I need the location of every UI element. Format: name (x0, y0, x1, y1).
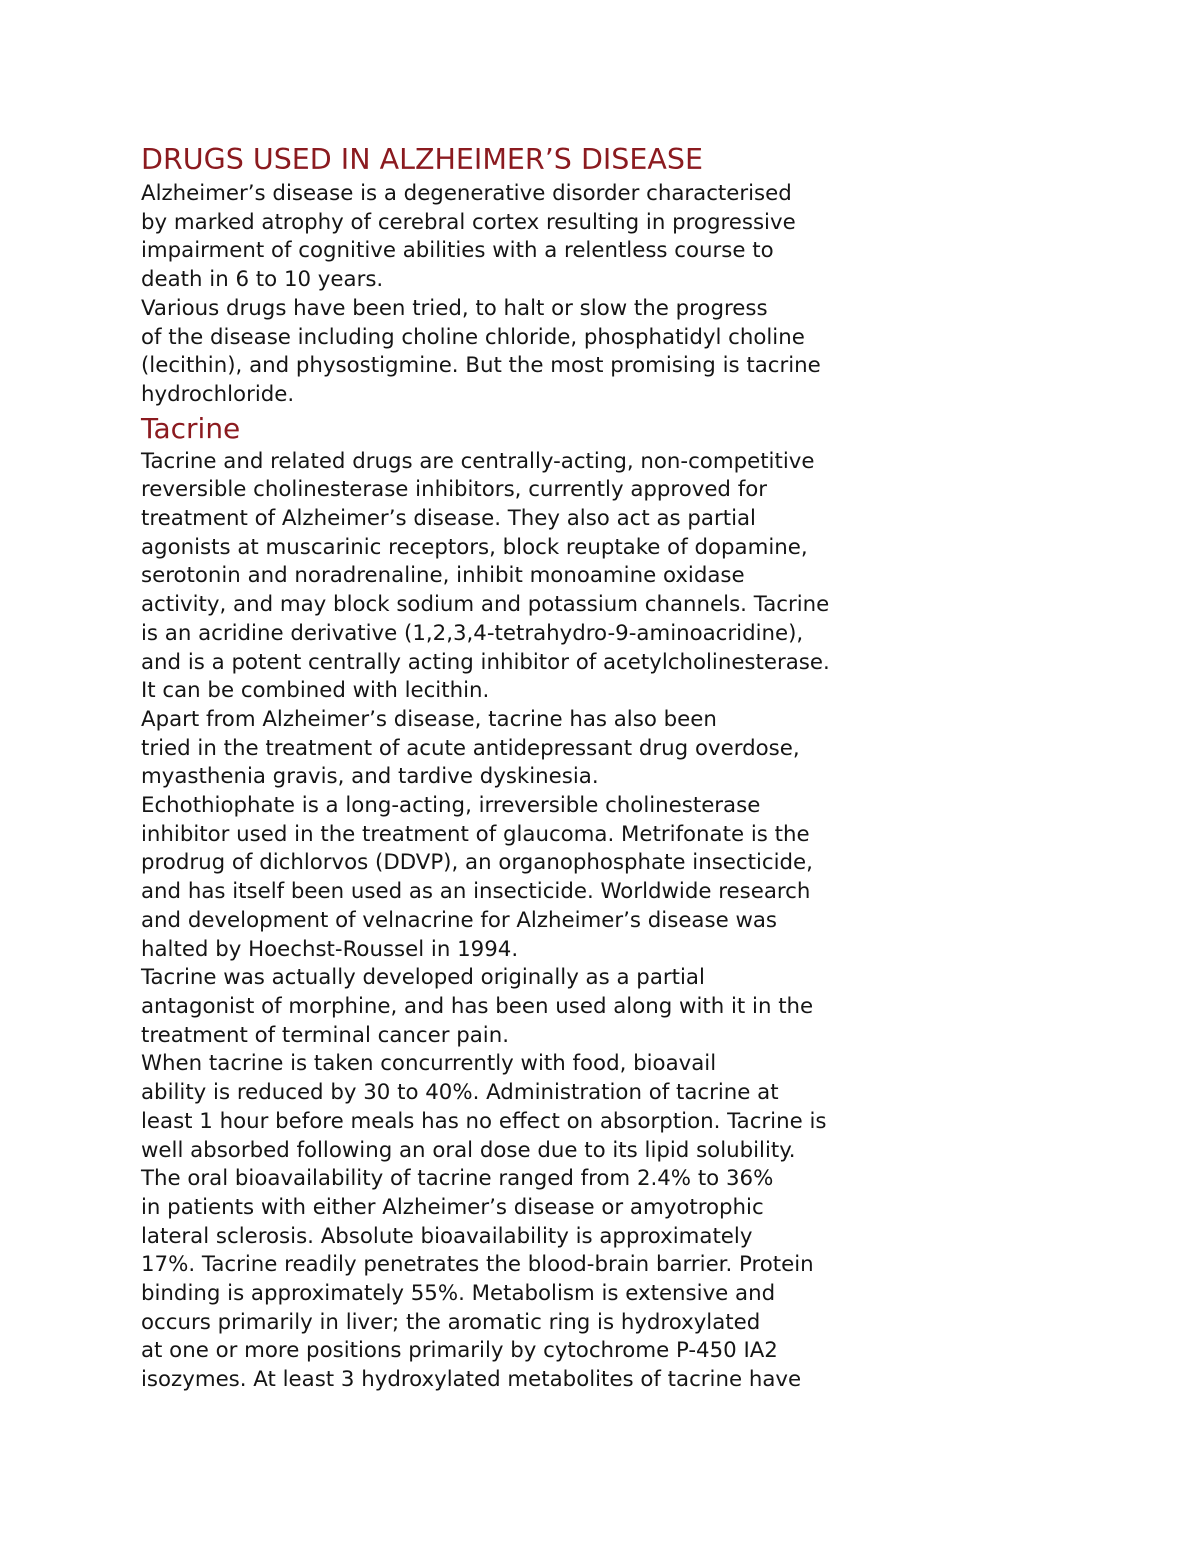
text-line: When tacrine is taken concurrently with food, bioavail (141, 1051, 717, 1077)
text-line: antagonist of morphine, and has been used along with it in the (141, 993, 814, 1019)
text-line: reversible cholinesterase inhibitors, currently approved for (141, 477, 768, 503)
text-line: by marked atrophy of cerebral cortex resulting in progressive (141, 209, 796, 235)
text-line: The oral bioavailability of tacrine ranged from 2.4% to 36% (141, 1166, 774, 1192)
text-line: and is a potent centrally acting inhibitor of acetylcholinesterase. (141, 649, 830, 675)
paragraph (141, 180, 941, 295)
text-line: occurs primarily in liver; the aromatic ring is hydroxylated (141, 1309, 761, 1335)
text-line: Tacrine was actually developed originally as a partial (141, 965, 705, 991)
text-line: Alzheimer’s disease is a degenerative disorder characterised (141, 181, 792, 206)
text-line: binding is approximately 55%. Metabolism is extensive and (141, 1281, 776, 1307)
paragraph (141, 295, 941, 410)
text-line: and has itself been used as an insecticide. Worldwide research (141, 879, 811, 905)
text-line: least 1 hour before meals has no effect on absorption. Tacrine is (141, 1108, 827, 1134)
text-line: Apart from Alzheimer’s disease, tacrine has also been (141, 706, 717, 732)
text-line: treatment of terminal cancer pain. (141, 1022, 509, 1048)
text-line: activity, and may block sodium and potassium channels. Tacrine (141, 592, 830, 618)
page-title: DRUGS USED IN ALZHEIMER’S DISEASE (141, 143, 703, 176)
text-line: myasthenia gravis, and tardive dyskinesia. (141, 764, 599, 790)
text-line: Various drugs have been tried, to halt or slow the progress (141, 295, 768, 321)
text-line: treatment of Alzheimer’s disease. They also act as partial (141, 506, 756, 532)
text-line: ability is reduced by 30 to 40%. Administration of tacrine at (141, 1080, 779, 1106)
document-page (141, 140, 941, 1395)
text-line: tried in the treatment of acute antidepressant drug overdose, (141, 735, 800, 761)
text-line: halted by Hoechst-Roussel in 1994. (141, 936, 519, 962)
text-line: impairment of cognitive abilities with a relentless course to (141, 238, 774, 264)
text-line: inhibitor used in the treatment of glaucoma. Metrifonate is the (141, 821, 810, 847)
text-line: It can be combined with lecithin. (141, 678, 490, 704)
tacrine-section (141, 448, 941, 1395)
text-line: well absorbed following an oral dose due to its lipid solubility. (141, 1137, 796, 1163)
paragraph (141, 1050, 941, 1394)
text-line: at one or more positions primarily by cytochrome P-450 IA2 (141, 1338, 778, 1364)
paragraph (141, 706, 941, 792)
paragraph (141, 964, 941, 1050)
text-line: death in 6 to 10 years. (141, 267, 384, 293)
text-line: of the disease including choline chloride, phosphatidyl choline (141, 324, 805, 350)
text-line: Tacrine and related drugs are centrally-acting, non-competitive (141, 448, 815, 474)
intro-section (141, 180, 941, 410)
section-heading-tacrine: Tacrine (141, 411, 241, 445)
text-line: (lecithin), and physostigmine. But the most promising is tacrine (141, 353, 821, 379)
text-line: 17%. Tacrine readily penetrates the blood-brain barrier. Protein (141, 1252, 814, 1278)
text-line: isozymes. At least 3 hydroxylated metabolites of tacrine have (141, 1367, 802, 1393)
text-line: agonists at muscarinic receptors, block reuptake of dopamine, (141, 534, 808, 560)
text-line: Echothiophate is a long-acting, irreversible cholinesterase (141, 793, 761, 819)
paragraph (141, 448, 941, 706)
text-line: and development of velnacrine for Alzheimer’s disease was (141, 907, 778, 933)
text-line: in patients with either Alzheimer’s disease or amyotrophic (141, 1194, 764, 1220)
text-line: hydrochloride. (141, 381, 295, 407)
text-line: serotonin and noradrenaline, inhibit monoamine oxidase (141, 563, 745, 589)
text-line: lateral sclerosis. Absolute bioavailability is approximately (141, 1223, 753, 1249)
text-line: is an acridine derivative (1,2,3,4-tetrahydro-9-aminoacridine), (141, 620, 804, 646)
paragraph (141, 792, 941, 964)
text-line: prodrug of dichlorvos (DDVP), an organophosphate insecticide, (141, 850, 813, 876)
